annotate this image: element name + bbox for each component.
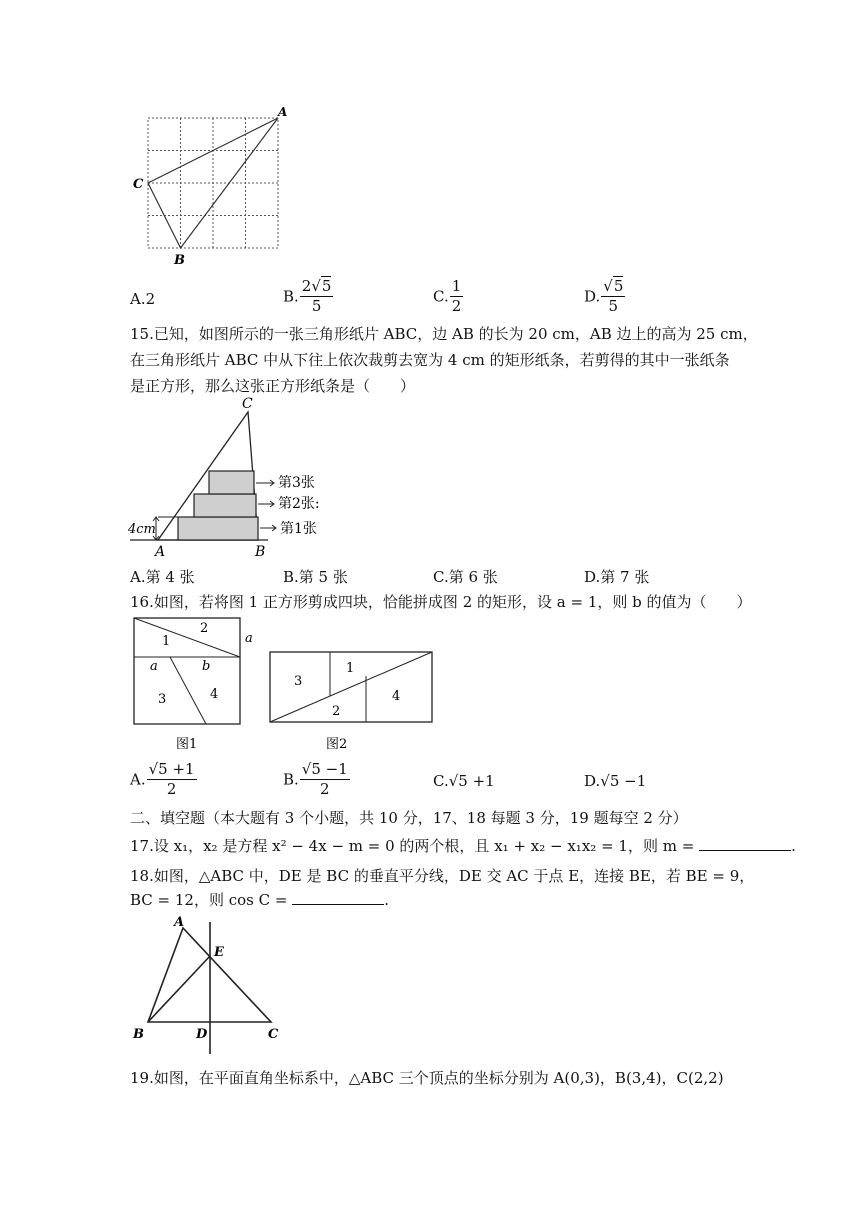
q16-option-b-num: √5 −1 (301, 760, 348, 778)
q14-option-b-fraction: $\frac{2√5}{5}$ (301, 277, 332, 315)
q18-text-line2 (130, 890, 389, 910)
q15-width-label: 4cm (128, 522, 156, 537)
q14-grid-figure (128, 104, 298, 270)
q15-strip2-label: 第2张: (278, 496, 320, 512)
q15-option-d[interactable]: D.第 7 张 (584, 568, 650, 586)
q14-option-b[interactable] (283, 277, 333, 316)
q18-label-d: D (196, 1027, 208, 1042)
q16-option-d[interactable] (584, 772, 646, 790)
q15-strip-2 (194, 494, 256, 517)
q16-option-d-label: D. (584, 772, 601, 790)
q16-fig2-piece-4: 4 (392, 689, 401, 704)
q18-line-be (148, 956, 210, 1022)
q17-text-end: . (791, 837, 796, 855)
q18-text-line1: 18.如图，△ABC 中，DE 是 BC 的垂直平分线，DE 交 AC 于点 E，连接 BE，若 BE = 9， (130, 867, 755, 885)
q14-option-c-label: C. (433, 287, 449, 306)
q14-label-c: C (133, 177, 144, 192)
q16-fig1-caption: 图1 (176, 737, 198, 752)
q16-fig1-piece-1: 1 (162, 634, 171, 649)
q15-triangle-figure (128, 396, 348, 560)
q16-fig1-diagonal (134, 618, 240, 657)
q15-option-b[interactable]: B.第 5 张 (283, 568, 348, 586)
q15-text-line3: 是正方形，那么这张正方形纸条是（ ） (130, 377, 416, 395)
q18-label-c: C (268, 1027, 279, 1042)
q16-option-a-label: A. (130, 770, 146, 789)
section2-heading: 二、填空题（本大题有 3 个小题，共 10 分，17、18 每题 3 分，19 题每空 2 分） (130, 809, 688, 827)
q18-text-end: . (384, 891, 390, 909)
q15-strip1-label: 第1张 (280, 521, 317, 537)
q16-fig2-piece-1: 1 (346, 661, 355, 676)
q16-fig1-piece-3: 3 (158, 692, 167, 707)
q15-label-a: A (155, 544, 166, 560)
q15-option-a[interactable]: A.第 4 张 (130, 568, 195, 586)
q18-text-line2-main: BC = 12，则 cos C = (130, 891, 288, 909)
q16-option-c-label: C. (433, 772, 449, 790)
q16-fig1-piece-2: 2 (200, 621, 209, 636)
q18-label-a: A (174, 915, 185, 930)
q18-label-b: B (133, 1027, 144, 1042)
q16-option-a-den: 2 (166, 780, 177, 798)
q16-fig1-cut (170, 657, 206, 724)
q14-option-d-label: D. (584, 287, 601, 306)
q16-option-a[interactable] (130, 760, 197, 799)
q16-option-c[interactable] (433, 772, 495, 790)
q18-label-e: E (214, 945, 224, 960)
q14-option-b-den: 5 (311, 297, 322, 315)
q16-figure-1 (130, 614, 260, 754)
q16-option-a-fraction (147, 760, 197, 799)
q16-option-d-value: √5 −1 (600, 772, 647, 790)
q16-fig2-piece-3: 3 (294, 674, 303, 689)
q14-option-c-den: 2 (451, 297, 462, 315)
q16-figure-2 (266, 648, 436, 754)
q14-option-c[interactable] (433, 277, 463, 316)
q16-fig2-caption: 图2 (326, 737, 348, 752)
q15-strip-1 (178, 517, 258, 540)
q16-option-b-den: 2 (320, 780, 330, 798)
q15-strip-3 (209, 471, 254, 494)
q17-text (130, 836, 796, 856)
q17-text-main: 17.设 x₁，x₂ 是方程 x² − 4x − m = 0 的两个根，且 x₁ + x₂ − x₁x₂ = 1，则 m = (130, 837, 695, 855)
q16-option-b-fraction (300, 760, 350, 799)
q18-figure (128, 912, 288, 1058)
q14-option-d-den: 5 (608, 297, 619, 315)
q14-option-c-num: 1 (451, 277, 462, 295)
q16-fig2-piece-2: 2 (332, 704, 341, 719)
q19-text-line1: 19.如图，在平面直角坐标系中，△ABC 三个顶点的坐标分别为 A(0,3)，B(3,4)，C(2,2) (130, 1069, 724, 1087)
q14-label-b: B (174, 253, 185, 268)
q16-option-a-num: √5 +1 (148, 760, 195, 778)
q14-option-b-coef: 2 (301, 277, 312, 295)
q15-text-line1: 15.已知，如图所示的一张三角形纸片 ABC，边 AB 的长为 20 cm，AB 边上的高为 25 cm， (130, 325, 758, 343)
q14-option-b-rad: 5 (321, 277, 332, 295)
q14-label-a: A (278, 105, 288, 119)
q15-strip3-label: 第3张 (278, 475, 315, 491)
q16-option-b[interactable] (283, 760, 350, 799)
q14-option-d-rad: 5 (613, 277, 624, 295)
q16-text-line1: 16.如图，若将图 1 正方形剪成四块，恰能拼成图 2 的矩形，设 a = 1，则 b 的值为（ ） (130, 593, 752, 611)
q16-option-c-value: √5 +1 (448, 772, 495, 790)
q14-option-b-label: B. (283, 287, 299, 306)
q15-label-c: C (242, 396, 253, 412)
q14-option-d-fraction: $\frac{√5}{5}$ (603, 277, 624, 315)
q16-fig1-side-a: a (245, 631, 253, 646)
q16-fig1-piece-4: 4 (210, 687, 219, 702)
q18-answer-blank[interactable] (292, 890, 384, 905)
q15-option-c[interactable]: C.第 6 张 (433, 568, 498, 586)
q14-option-c-fraction (450, 277, 464, 316)
q17-answer-blank[interactable] (699, 836, 791, 851)
q15-text-line2: 在三角形纸片 ABC 中从下往上依次裁剪去宽为 4 cm 的矩形纸条，若剪得的其中一张纸条 (130, 351, 730, 369)
q14-grid-lines (148, 118, 278, 248)
q16-option-b-label: B. (283, 770, 299, 789)
q16-fig1-inner-a: a (150, 659, 158, 674)
q14-option-d[interactable] (584, 277, 625, 316)
q15-label-b: B (255, 544, 266, 560)
q16-fig1-inner-b: b (202, 659, 211, 674)
q14-option-a[interactable]: A.2 (130, 290, 156, 308)
